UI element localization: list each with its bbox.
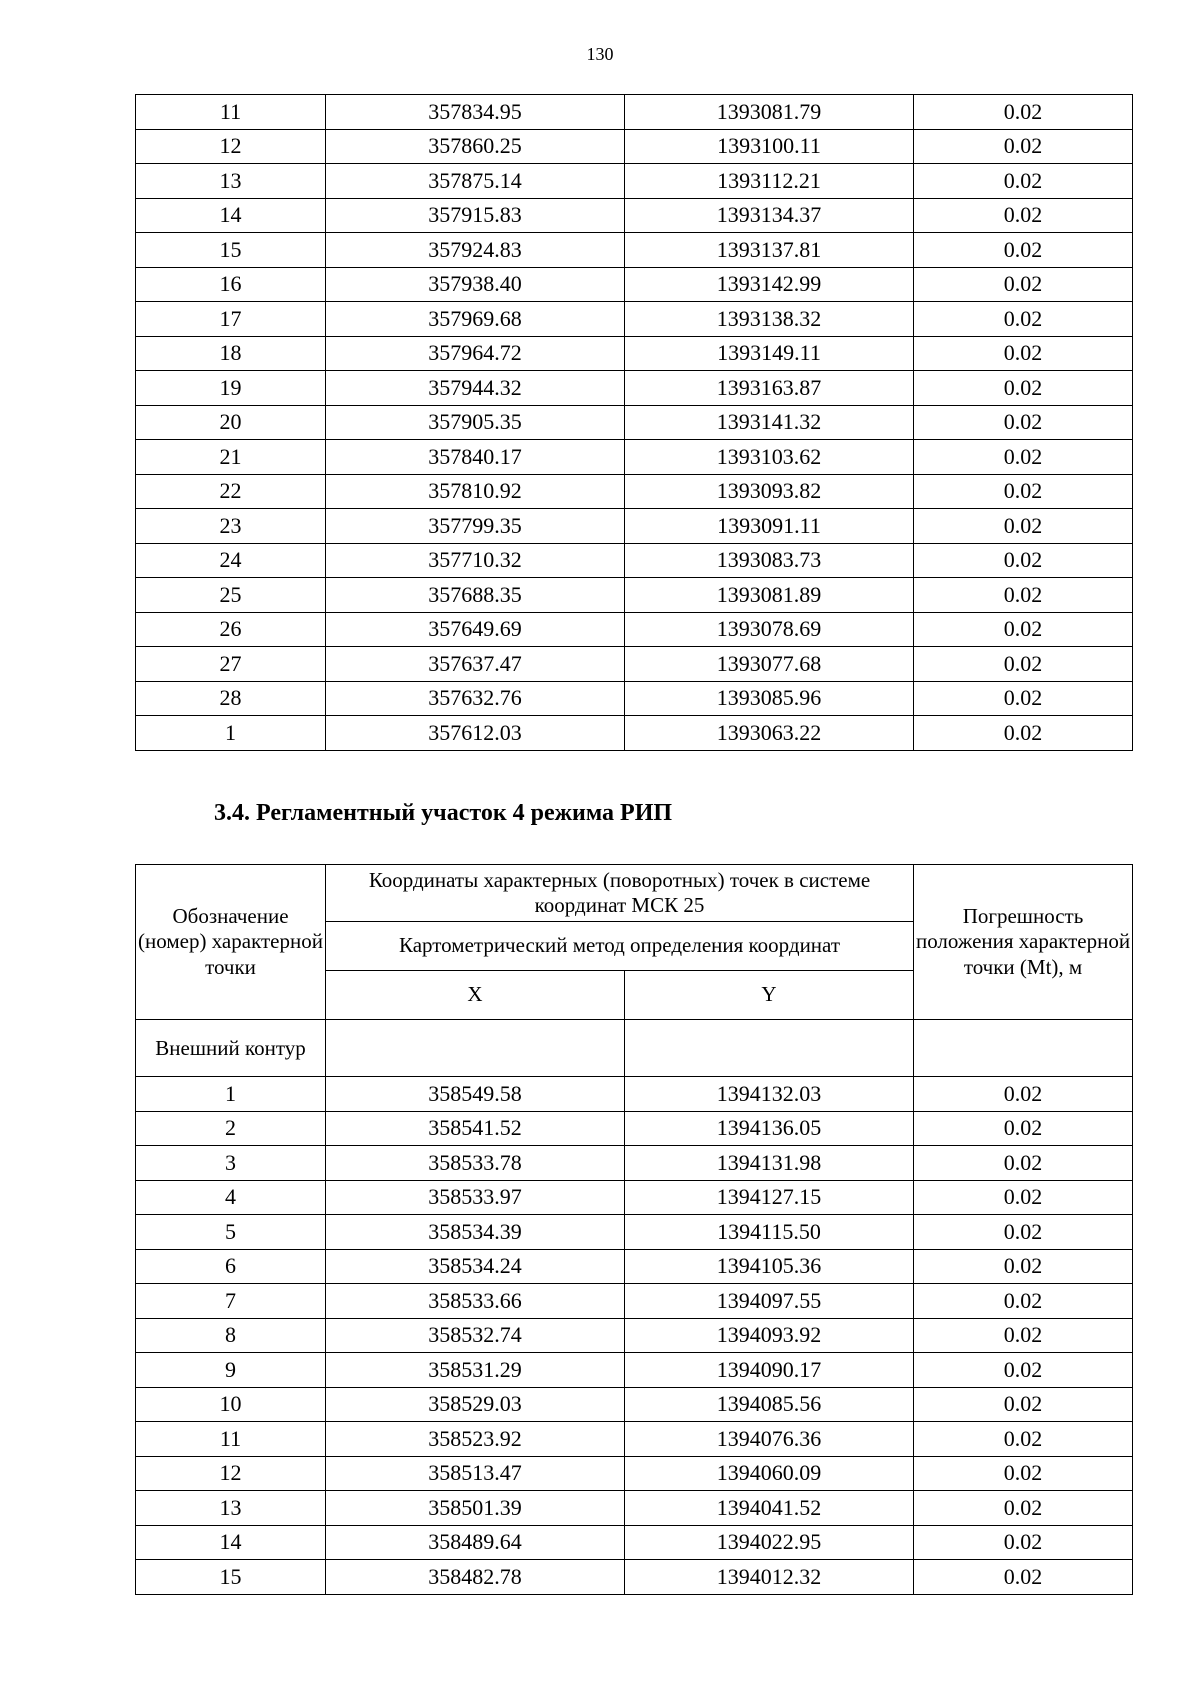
error-cell: 0.02 [914,543,1133,578]
table-row [136,543,1133,578]
error-cell: 0.02 [914,647,1133,682]
y-coordinate-cell: 1394090.17 [625,1353,914,1388]
x-coordinate-cell: 358489.64 [326,1525,625,1560]
x-coordinate-cell: 358549.58 [326,1077,625,1112]
point-number-cell: 27 [136,647,326,682]
y-coordinate-cell: 1394132.03 [625,1077,914,1112]
error-cell: 0.02 [914,371,1133,406]
point-number-cell: 15 [136,1560,326,1595]
coordinates-table-continued [135,94,1133,751]
error-cell: 0.02 [914,716,1133,751]
point-number-cell: 7 [136,1284,326,1319]
y-coordinate-cell: 1393138.32 [625,302,914,337]
table-row [136,233,1133,268]
point-number-cell: 3 [136,1146,326,1181]
y-coordinate-cell: 1393100.11 [625,129,914,164]
error-cell: 0.02 [914,509,1133,544]
x-coordinate-cell: 357840.17 [326,440,625,475]
error-cell: 0.02 [914,1146,1133,1181]
y-coordinate-cell: 1393134.37 [625,198,914,233]
table-row [136,474,1133,509]
header-method: Картометрический метод определения координат [326,922,914,971]
x-coordinate-cell: 358482.78 [326,1560,625,1595]
x-coordinate-cell: 357710.32 [326,543,625,578]
table-row [136,129,1133,164]
y-coordinate-cell: 1393142.99 [625,267,914,302]
point-number-cell: 11 [136,1422,326,1457]
point-number-cell: 14 [136,1525,326,1560]
error-cell: 0.02 [914,1111,1133,1146]
point-number-cell: 22 [136,474,326,509]
x-coordinate-cell: 357810.92 [326,474,625,509]
x-coordinate-cell: 358541.52 [326,1111,625,1146]
x-coordinate-cell: 358531.29 [326,1353,625,1388]
y-coordinate-cell: 1393137.81 [625,233,914,268]
point-number-cell: 13 [136,164,326,199]
error-cell: 0.02 [914,1491,1133,1526]
y-coordinate-cell: 1393149.11 [625,336,914,371]
x-coordinate-cell: 357875.14 [326,164,625,199]
y-coordinate-cell: 1393083.73 [625,543,914,578]
point-number-cell: 10 [136,1387,326,1422]
table-row [136,1249,1133,1284]
error-cell: 0.02 [914,1422,1133,1457]
x-coordinate-cell: 358534.24 [326,1249,625,1284]
point-number-cell: 25 [136,578,326,613]
y-coordinate-cell: 1394022.95 [625,1525,914,1560]
error-cell: 0.02 [914,612,1133,647]
y-coordinate-cell: 1394076.36 [625,1422,914,1457]
x-coordinate-cell: 357834.95 [326,95,625,130]
table-row [136,1180,1133,1215]
table-row [136,440,1133,475]
y-coordinate-cell: 1394060.09 [625,1456,914,1491]
table-row [136,1525,1133,1560]
table-row [136,647,1133,682]
y-coordinate-cell: 1394085.56 [625,1387,914,1422]
y-coordinate-cell: 1394115.50 [625,1215,914,1250]
error-cell: 0.02 [914,233,1133,268]
error-cell: 0.02 [914,267,1133,302]
error-cell: 0.02 [914,1284,1133,1319]
table-row [136,1491,1133,1526]
table-row [136,302,1133,337]
error-cell: 0.02 [914,578,1133,613]
y-coordinate-cell: 1394136.05 [625,1111,914,1146]
point-number-cell: 4 [136,1180,326,1215]
error-cell: 0.02 [914,1560,1133,1595]
x-coordinate-cell: 357915.83 [326,198,625,233]
x-coordinate-cell: 357637.47 [326,647,625,682]
point-number-cell: 5 [136,1215,326,1250]
x-coordinate-cell: 358533.97 [326,1180,625,1215]
y-coordinate-cell: 1393103.62 [625,440,914,475]
y-coordinate-cell: 1393077.68 [625,647,914,682]
table-row [136,164,1133,199]
table-row [136,1215,1133,1250]
table-row [136,1422,1133,1457]
y-coordinate-cell: 1394093.92 [625,1318,914,1353]
table-row [136,612,1133,647]
y-coordinate-cell: 1393112.21 [625,164,914,199]
table-row [136,1387,1133,1422]
error-cell: 0.02 [914,1525,1133,1560]
error-cell: 0.02 [914,681,1133,716]
table-row [136,716,1133,751]
error-cell: 0.02 [914,302,1133,337]
point-number-cell: 1 [136,1077,326,1112]
y-coordinate-cell: 1393081.79 [625,95,914,130]
y-coordinate-cell: 1393085.96 [625,681,914,716]
contour-empty-error [914,1020,1133,1077]
x-coordinate-cell: 358532.74 [326,1318,625,1353]
point-number-cell: 11 [136,95,326,130]
point-number-cell: 8 [136,1318,326,1353]
error-cell: 0.02 [914,1387,1133,1422]
x-coordinate-cell: 358501.39 [326,1491,625,1526]
section-title: 3.4. Регламентный участок 4 режима РИП [214,800,673,826]
x-coordinate-cell: 357905.35 [326,405,625,440]
y-coordinate-cell: 1394097.55 [625,1284,914,1319]
y-coordinate-cell: 1394041.52 [625,1491,914,1526]
error-cell: 0.02 [914,1353,1133,1388]
point-number-cell: 12 [136,129,326,164]
error-cell: 0.02 [914,198,1133,233]
error-cell: 0.02 [914,336,1133,371]
x-coordinate-cell: 357964.72 [326,336,625,371]
point-number-cell: 1 [136,716,326,751]
table-row [136,1111,1133,1146]
y-coordinate-cell: 1393081.89 [625,578,914,613]
table-row [136,371,1133,406]
point-number-cell: 28 [136,681,326,716]
point-number-cell: 19 [136,371,326,406]
x-coordinate-cell: 358529.03 [326,1387,625,1422]
table-row [136,1353,1133,1388]
point-number-cell: 20 [136,405,326,440]
table-row [136,1560,1133,1595]
error-cell: 0.02 [914,474,1133,509]
point-number-cell: 23 [136,509,326,544]
error-cell: 0.02 [914,1077,1133,1112]
x-coordinate-cell: 357649.69 [326,612,625,647]
y-coordinate-cell: 1393063.22 [625,716,914,751]
x-coordinate-cell: 357632.76 [326,681,625,716]
error-cell: 0.02 [914,405,1133,440]
table-row [136,95,1133,130]
error-cell: 0.02 [914,1249,1133,1284]
table-row [136,336,1133,371]
table-row [136,578,1133,613]
coordinates-table [135,864,1133,1595]
error-cell: 0.02 [914,1456,1133,1491]
error-cell: 0.02 [914,95,1133,130]
error-cell: 0.02 [914,1318,1133,1353]
y-coordinate-cell: 1393141.32 [625,405,914,440]
header-coordinates-title: Координаты характерных (поворотных) точек в системе координат МСК 25 [326,865,914,922]
coordinates-table-body [136,1020,1133,1595]
x-coordinate-cell: 357799.35 [326,509,625,544]
table-row [136,1146,1133,1181]
table-row [136,198,1133,233]
point-number-cell: 9 [136,1353,326,1388]
contour-empty-x [326,1020,625,1077]
point-number-cell: 13 [136,1491,326,1526]
table-row [136,681,1133,716]
x-coordinate-cell: 357860.25 [326,129,625,164]
header-x: X [326,971,625,1020]
point-number-cell: 17 [136,302,326,337]
x-coordinate-cell: 357924.83 [326,233,625,268]
table-row [136,509,1133,544]
coordinates-table-header [136,865,1133,1020]
header-error: Погрешность положения характерной точки (Mt), м [914,865,1133,1020]
x-coordinate-cell: 357944.32 [326,371,625,406]
table-row [136,1284,1133,1319]
table-row [136,1318,1133,1353]
error-cell: 0.02 [914,1180,1133,1215]
y-coordinate-cell: 1393093.82 [625,474,914,509]
table-row [136,267,1133,302]
point-number-cell: 14 [136,198,326,233]
contour-empty-y [625,1020,914,1077]
point-number-cell: 12 [136,1456,326,1491]
point-number-cell: 18 [136,336,326,371]
table-row [136,405,1133,440]
error-cell: 0.02 [914,129,1133,164]
table-row [136,1456,1133,1491]
point-number-cell: 16 [136,267,326,302]
x-coordinate-cell: 358523.92 [326,1422,625,1457]
error-cell: 0.02 [914,440,1133,475]
y-coordinate-cell: 1394105.36 [625,1249,914,1284]
x-coordinate-cell: 358533.66 [326,1284,625,1319]
x-coordinate-cell: 357688.35 [326,578,625,613]
contour-label: Внешний контур [136,1020,326,1077]
x-coordinate-cell: 357938.40 [326,267,625,302]
y-coordinate-cell: 1393078.69 [625,612,914,647]
point-number-cell: 26 [136,612,326,647]
y-coordinate-cell: 1394012.32 [625,1560,914,1595]
coordinates-table-continued-body [136,95,1133,751]
error-cell: 0.02 [914,164,1133,199]
point-number-cell: 2 [136,1111,326,1146]
y-coordinate-cell: 1393163.87 [625,371,914,406]
table-row [136,1077,1133,1112]
x-coordinate-cell: 358533.78 [326,1146,625,1181]
contour-row [136,1020,1133,1077]
point-number-cell: 6 [136,1249,326,1284]
x-coordinate-cell: 357969.68 [326,302,625,337]
x-coordinate-cell: 358534.39 [326,1215,625,1250]
y-coordinate-cell: 1393091.11 [625,509,914,544]
error-cell: 0.02 [914,1215,1133,1250]
y-coordinate-cell: 1394131.98 [625,1146,914,1181]
header-point-designation: Обозначение (номер) характерной точки [136,865,326,1020]
x-coordinate-cell: 357612.03 [326,716,625,751]
page-number: 130 [586,44,614,64]
point-number-cell: 24 [136,543,326,578]
x-coordinate-cell: 358513.47 [326,1456,625,1491]
point-number-cell: 21 [136,440,326,475]
y-coordinate-cell: 1394127.15 [625,1180,914,1215]
point-number-cell: 15 [136,233,326,268]
header-y: Y [625,971,914,1020]
